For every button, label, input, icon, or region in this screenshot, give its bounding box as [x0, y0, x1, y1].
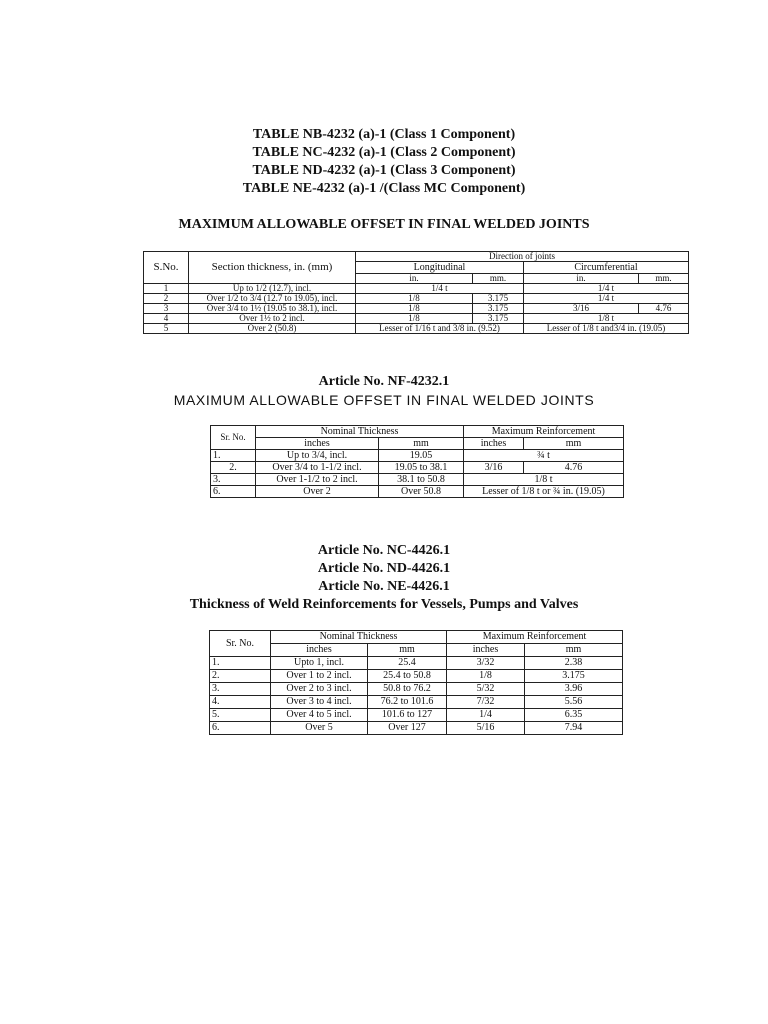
unit-mm: mm.	[639, 274, 689, 284]
header-longitudinal: Longitudinal	[356, 262, 524, 274]
cell-mm: 76.2 to 101.6	[368, 696, 447, 709]
header-nominal-thickness: Nominal Thickness	[271, 631, 447, 644]
table-row	[210, 696, 623, 709]
header-direction-of-joints: Direction of joints	[356, 252, 689, 262]
cell-longitudinal-mm: 3.175	[473, 294, 524, 304]
cell-inches: Over 1-1/2 to 2 incl.	[256, 474, 379, 486]
cell-section: Over 3/4 to 1½ (19.05 to 38.1), incl.	[189, 304, 356, 314]
cell-sno: 2	[144, 294, 189, 304]
table-row	[144, 304, 689, 314]
cell-inches: Over 3 to 4 incl.	[271, 696, 368, 709]
unit-mm: mm	[525, 644, 623, 657]
table-row	[210, 722, 623, 735]
cell-sno: 4	[144, 314, 189, 324]
cell-sno: 5	[144, 324, 189, 334]
header-maximum-reinforcement: Maximum Reinforcement	[447, 631, 623, 644]
article-nf-title: Article No. NF-4232.1	[318, 374, 450, 389]
cell-maximum-mm: 7.94	[525, 722, 623, 735]
table-row	[210, 670, 623, 683]
cell-mm: Over 127	[368, 722, 447, 735]
cell-maximum-inches: 5/16	[447, 722, 525, 735]
cell-circumferential: Lesser of 1/8 t and3/4 in. (19.05)	[524, 324, 689, 334]
cell-maximum: ¾ t	[464, 450, 624, 462]
cell-maximum-inches: 5/32	[447, 683, 525, 696]
cell-inches: Over 2	[256, 486, 379, 498]
cell-section: Over 1/2 to 3/4 (12.7 to 19.05), incl.	[189, 294, 356, 304]
cell-sr: 3.	[210, 683, 271, 696]
cell-maximum: 1/8 t	[464, 474, 624, 486]
header-sr-no: Sr. No.	[210, 631, 271, 657]
cell-maximum-inches: 3/32	[447, 657, 525, 670]
offset-table-nb	[143, 251, 689, 334]
table-row	[144, 284, 689, 294]
cell-mm: 19.05 to 38.1	[379, 462, 464, 474]
cell-sr: 4.	[210, 696, 271, 709]
cell-inches: Over 2 to 3 incl.	[271, 683, 368, 696]
unit-in: in.	[524, 274, 639, 284]
cell-mm: 19.05	[379, 450, 464, 462]
cell-section: Over 1½ to 2 incl.	[189, 314, 356, 324]
cell-sr: 2.	[211, 462, 256, 474]
cell-inches: Over 3/4 to 1-1/2 incl.	[256, 462, 379, 474]
table-row	[211, 474, 624, 486]
cell-sno: 3	[144, 304, 189, 314]
header-sr-no: Sr. No.	[211, 426, 256, 450]
article-nd-title: Article No. ND-4426.1	[317, 561, 451, 576]
cell-longitudinal-in: 1/8	[356, 314, 473, 324]
cell-maximum-inches: 1/8	[447, 670, 525, 683]
cell-longitudinal-in: 1/8	[356, 304, 473, 314]
cell-maximum-inches: 3/16	[464, 462, 524, 474]
header-sno: S.No.	[144, 252, 189, 284]
cell-maximum-mm: 3.175	[525, 670, 623, 683]
table-row	[144, 324, 689, 334]
cell-sr: 3.	[211, 474, 256, 486]
cell-inches: Upto 1, incl.	[271, 657, 368, 670]
cell-maximum-mm: 5.56	[525, 696, 623, 709]
table-row	[210, 657, 623, 670]
cell-circumferential-mm: 4.76	[639, 304, 689, 314]
cell-circumferential: 1/4 t	[524, 284, 689, 294]
cell-mm: Over 50.8	[379, 486, 464, 498]
cell-sr: 5.	[210, 709, 271, 722]
cell-circumferential-in: 3/16	[524, 304, 639, 314]
cell-mm: 50.8 to 76.2	[368, 683, 447, 696]
header-circumferential: Circumferential	[524, 262, 689, 274]
table-row	[211, 486, 624, 498]
article-nc-title: Article No. NC-4426.1	[317, 543, 451, 558]
cell-inches: Over 4 to 5 incl.	[271, 709, 368, 722]
unit-mm: mm	[379, 438, 464, 450]
cell-maximum-inches: 7/32	[447, 696, 525, 709]
cell-inches: Up to 3/4, incl.	[256, 450, 379, 462]
cell-sr: 1.	[210, 657, 271, 670]
unit-inches: inches	[271, 644, 368, 657]
cell-section: Up to 1/2 (12.7), incl.	[189, 284, 356, 294]
article-ne-title: Article No. NE-4426.1	[318, 579, 450, 594]
unit-mm: mm	[524, 438, 624, 450]
cell-section: Over 2 (50.8)	[189, 324, 356, 334]
cell-longitudinal: Lesser of 1/16 t and 3/8 in. (9.52)	[356, 324, 524, 334]
cell-maximum-inches: 1/4	[447, 709, 525, 722]
cell-longitudinal-in: 1/8	[356, 294, 473, 304]
cell-inches: Over 1 to 2 incl.	[271, 670, 368, 683]
cell-sr: 1.	[211, 450, 256, 462]
cell-longitudinal-mm: 3.175	[473, 304, 524, 314]
cell-maximum-mm: 2.38	[525, 657, 623, 670]
table-title-nc: TABLE NC-4232 (a)-1 (Class 2 Component)	[252, 145, 516, 160]
unit-mm: mm	[368, 644, 447, 657]
cell-mm: 25.4 to 50.8	[368, 670, 447, 683]
table-subtitle: MAXIMUM ALLOWABLE OFFSET IN FINAL WELDED JOINTS	[178, 217, 590, 232]
cell-sr: 6.	[210, 722, 271, 735]
table-row	[144, 294, 689, 304]
article-nf-subtitle: MAXIMUM ALLOWABLE OFFSET IN FINAL WELDED JOINTS	[173, 392, 595, 408]
cell-inches: Over 5	[271, 722, 368, 735]
table-title-nd: TABLE ND-4232 (a)-1 (Class 3 Component)	[252, 163, 516, 178]
table-row	[144, 314, 689, 324]
cell-sr: 2.	[210, 670, 271, 683]
header-maximum-reinforcement: Maximum Reinforcement	[464, 426, 624, 438]
article-4426-subtitle: Thickness of Weld Reinforcements for Vessels, Pumps and Valves	[189, 597, 579, 612]
cell-maximum: Lesser of 1/8 t or ¾ in. (19.05)	[464, 486, 624, 498]
cell-mm: 38.1 to 50.8	[379, 474, 464, 486]
table-row	[211, 462, 624, 474]
cell-longitudinal: 1/4 t	[356, 284, 524, 294]
table-title-ne: TABLE NE-4232 (a)-1 /(Class MC Component)	[242, 181, 526, 196]
unit-mm: mm.	[473, 274, 524, 284]
table-row	[211, 450, 624, 462]
weld-reinforcement-table	[209, 630, 623, 735]
cell-maximum-mm: 3.96	[525, 683, 623, 696]
header-nominal-thickness: Nominal Thickness	[256, 426, 464, 438]
cell-mm: 25.4	[368, 657, 447, 670]
unit-inches: inches	[464, 438, 524, 450]
table-title-nb: TABLE NB-4232 (a)-1 (Class 1 Component)	[252, 127, 516, 142]
offset-table-nf	[210, 425, 624, 498]
cell-circumferential: 1/4 t	[524, 294, 689, 304]
table-row	[210, 709, 623, 722]
cell-mm: 101.6 to 127	[368, 709, 447, 722]
unit-in: in.	[356, 274, 473, 284]
cell-maximum-mm: 4.76	[524, 462, 624, 474]
header-section-thickness: Section thickness, in. (mm)	[189, 252, 356, 284]
cell-sr: 6.	[211, 486, 256, 498]
cell-longitudinal-mm: 3.175	[473, 314, 524, 324]
unit-inches: inches	[447, 644, 525, 657]
table-row	[210, 683, 623, 696]
cell-circumferential: 1/8 t	[524, 314, 689, 324]
cell-maximum-mm: 6.35	[525, 709, 623, 722]
unit-inches: inches	[256, 438, 379, 450]
cell-sno: 1	[144, 284, 189, 294]
